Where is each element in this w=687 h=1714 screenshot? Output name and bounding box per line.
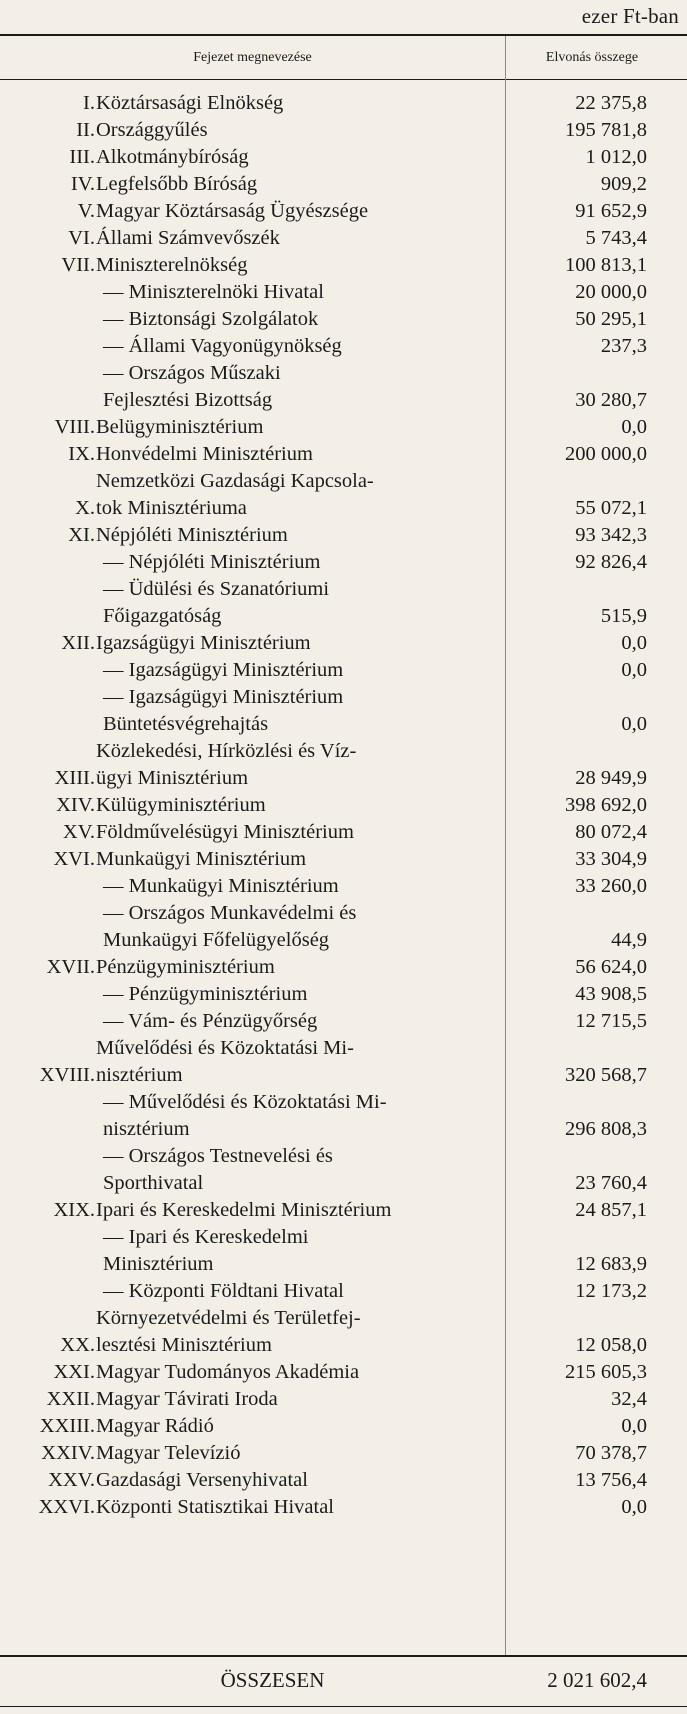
- chapter-number: XXV.: [48, 1469, 95, 1491]
- chapter-number: XVI.: [53, 848, 95, 870]
- amount-cell: 909,2: [600, 173, 647, 195]
- chapter-row: [0, 1467, 687, 1494]
- chapter-number: IV.: [70, 173, 95, 195]
- sub-item-row: [0, 333, 687, 360]
- chapter-number: XVIII.: [39, 1064, 95, 1086]
- chapter-name: Művelődési és Közoktatási Mi- nisztérium: [96, 1037, 354, 1086]
- chapter-name: — Állami Vagyonügynökség: [103, 335, 342, 357]
- amount-cell: 92 826,4: [575, 551, 647, 573]
- chapter-number: XXIII.: [39, 1415, 95, 1437]
- chapter-row: [0, 954, 687, 981]
- chapter-number: XIX.: [53, 1199, 95, 1221]
- chapter-name: Környezetvédelmi és Területfej- lesztési Minisztérium: [96, 1307, 361, 1356]
- amount-cell: 24 857,1: [575, 1199, 647, 1221]
- amount-cell: 320 568,7: [565, 1064, 647, 1086]
- chapter-name: — Miniszterelnöki Hivatal: [103, 281, 324, 303]
- amount-cell: 12 173,2: [575, 1280, 647, 1302]
- chapter-row: [0, 846, 687, 873]
- amount-cell: 50 295,1: [575, 308, 647, 330]
- chapter-row: [0, 1035, 687, 1089]
- chapter-name: Pénzügyminisztérium: [96, 956, 275, 978]
- chapter-name: Magyar Tudományos Akadémia: [96, 1361, 360, 1383]
- chapter-number: IX.: [68, 443, 95, 465]
- amount-cell: 237,3: [600, 335, 647, 357]
- chapter-row: [0, 117, 687, 144]
- amount-cell: 20 000,0: [575, 281, 647, 303]
- chapter-row: [0, 630, 687, 657]
- chapter-row: [0, 738, 687, 792]
- amount-cell: 12 683,9: [575, 1253, 647, 1275]
- sub-item-row: [0, 576, 687, 630]
- chapter-number: XXVI.: [38, 1496, 95, 1518]
- chapter-number: XXIV.: [41, 1442, 95, 1464]
- amount-cell: 12 058,0: [575, 1334, 647, 1356]
- amount-cell: 23 760,4: [575, 1172, 647, 1194]
- chapter-name: Földművelésügyi Minisztérium: [96, 821, 354, 843]
- total-bottom-rule: [0, 1706, 687, 1707]
- chapter-number: X.: [75, 497, 95, 519]
- sub-item-row: [0, 1089, 687, 1143]
- amount-cell: 12 715,5: [575, 1010, 647, 1032]
- total-label: ÖSSZESEN: [220, 1668, 325, 1692]
- sub-item-row: [0, 981, 687, 1008]
- chapter-name: Honvédelmi Minisztérium: [96, 443, 313, 465]
- chapter-name: Magyar Köztársaság Ügyészsége: [96, 200, 369, 222]
- sub-item-row: [0, 1278, 687, 1305]
- amount-cell: 93 342,3: [575, 524, 647, 546]
- budget-table: [0, 90, 687, 1521]
- chapter-name: — Népjóléti Minisztérium: [103, 551, 321, 573]
- total-top-rule: [0, 1655, 687, 1657]
- chapter-name: Belügyminisztérium: [96, 416, 264, 438]
- chapter-row: [0, 792, 687, 819]
- amount-cell: 0,0: [621, 632, 647, 654]
- amount-cell: 215 605,3: [565, 1361, 647, 1383]
- chapter-name: — Művelődési és Közoktatási Mi- nisztérium: [103, 1091, 387, 1140]
- amount-cell: 0,0: [621, 1496, 647, 1518]
- chapter-name: Magyar Távirati Iroda: [96, 1388, 278, 1410]
- sub-item-row: [0, 549, 687, 576]
- chapter-number: XX.: [60, 1334, 95, 1356]
- amount-cell: 0,0: [621, 1415, 647, 1437]
- chapter-name: Népjóléti Minisztérium: [96, 524, 288, 546]
- chapter-row: [0, 414, 687, 441]
- chapter-number: VI.: [68, 227, 95, 249]
- chapter-number: III.: [69, 146, 95, 168]
- chapter-number: XIII.: [54, 767, 95, 789]
- chapter-name: — Üdülési és Szanatóriumi Főigazgatóság: [103, 578, 330, 627]
- chapter-name: — Országos Testnevelési és Sporthivatal: [103, 1145, 333, 1194]
- sub-item-row: [0, 900, 687, 954]
- table-top-rule: [0, 34, 687, 36]
- amount-cell: 1 012,0: [585, 146, 647, 168]
- chapter-row: [0, 198, 687, 225]
- chapter-name: — Igazságügyi Minisztérium: [103, 659, 344, 681]
- chapter-name: Országgyűlés: [96, 119, 208, 141]
- amount-cell: 0,0: [621, 659, 647, 681]
- unit-label: ezer Ft-ban: [581, 4, 679, 28]
- chapter-row: [0, 1440, 687, 1467]
- sub-item-row: [0, 1224, 687, 1278]
- chapter-name: Magyar Rádió: [96, 1415, 214, 1437]
- total-amount: 2 021 602,4: [547, 1668, 647, 1692]
- chapter-row: [0, 522, 687, 549]
- chapter-number: XV.: [62, 821, 95, 843]
- chapter-row: [0, 1305, 687, 1359]
- amount-cell: 200 000,0: [565, 443, 647, 465]
- chapter-row: [0, 171, 687, 198]
- chapter-number: VII.: [61, 254, 95, 276]
- chapter-name: Ipari és Kereskedelmi Minisztérium: [96, 1199, 392, 1221]
- chapter-name: — Biztonsági Szolgálatok: [103, 308, 319, 330]
- chapter-number: XI.: [68, 524, 95, 546]
- total-row: [0, 1668, 687, 1693]
- amount-cell: 91 652,9: [575, 200, 647, 222]
- chapter-number: XXII.: [46, 1388, 95, 1410]
- amount-cell: 30 280,7: [575, 389, 647, 411]
- amount-cell: 515,9: [600, 605, 647, 627]
- chapter-name: Állami Számvevőszék: [96, 227, 280, 249]
- chapter-row: [0, 225, 687, 252]
- chapter-name: Központi Statisztikai Hivatal: [96, 1496, 334, 1518]
- amount-cell: 398 692,0: [565, 794, 647, 816]
- amount-cell: 0,0: [621, 416, 647, 438]
- chapter-number: XIV.: [56, 794, 95, 816]
- sub-item-row: [0, 657, 687, 684]
- chapter-row: [0, 468, 687, 522]
- chapter-row: [0, 1413, 687, 1440]
- chapter-row: [0, 441, 687, 468]
- chapter-name: — Ipari és Kereskedelmi Minisztérium: [103, 1226, 309, 1275]
- amount-cell: 43 908,5: [575, 983, 647, 1005]
- chapter-row: [0, 1197, 687, 1224]
- chapter-name: — Országos Műszaki Fejlesztési Bizottság: [103, 362, 281, 411]
- chapter-name: Gazdasági Versenyhivatal: [96, 1469, 308, 1491]
- chapter-number: XVII.: [46, 956, 95, 978]
- chapter-number: V.: [77, 200, 95, 222]
- chapter-name: — Igazságügyi Minisztérium Büntetésvégrehajtás: [103, 686, 344, 735]
- chapter-row: [0, 252, 687, 279]
- chapter-name: Magyar Televízió: [96, 1442, 241, 1464]
- amount-cell: 100 813,1: [565, 254, 647, 276]
- chapter-number: I.: [83, 92, 95, 114]
- amount-cell: 33 304,9: [575, 848, 647, 870]
- sub-item-row: [0, 873, 687, 900]
- chapter-name: Alkotmánybíróság: [96, 146, 249, 168]
- amount-cell: 44,9: [611, 929, 647, 951]
- chapter-row: [0, 144, 687, 171]
- chapter-number: XII.: [61, 632, 95, 654]
- amount-cell: 80 072,4: [575, 821, 647, 843]
- header-amount: Elvonás összege: [545, 50, 639, 65]
- chapter-name: — Országos Munkavédelmi és Munkaügyi Főfelügyelőség: [103, 902, 357, 951]
- chapter-name: — Központi Földtani Hivatal: [103, 1280, 344, 1302]
- chapter-row: [0, 1386, 687, 1413]
- chapter-name: Közlekedési, Hírközlési és Víz- ügyi Minisztérium: [96, 740, 357, 789]
- amount-cell: 28 949,9: [575, 767, 647, 789]
- sub-item-row: [0, 279, 687, 306]
- header-chapter-name: Fejezet megnevezése: [193, 50, 312, 65]
- amount-cell: 55 072,1: [575, 497, 647, 519]
- amount-cell: 32,4: [611, 1388, 647, 1410]
- chapter-name: Külügyminisztérium: [96, 794, 266, 816]
- amount-cell: 22 375,8: [575, 92, 647, 114]
- chapter-row: [0, 1494, 687, 1521]
- chapter-name: Köztársasági Elnökség: [96, 92, 284, 114]
- amount-cell: 296 808,3: [565, 1118, 647, 1140]
- chapter-number: VIII.: [54, 416, 95, 438]
- sub-item-row: [0, 1143, 687, 1197]
- chapter-name: Legfelsőbb Bíróság: [96, 173, 258, 195]
- chapter-name: Munkaügyi Minisztérium: [96, 848, 307, 870]
- amount-cell: 33 260,0: [575, 875, 647, 897]
- chapter-name: — Pénzügyminisztérium: [103, 983, 308, 1005]
- sub-item-row: [0, 684, 687, 738]
- chapter-row: [0, 819, 687, 846]
- chapter-name: — Vám- és Pénzügyőrség: [103, 1010, 318, 1032]
- amount-cell: 56 624,0: [575, 956, 647, 978]
- header-rule: [0, 79, 687, 80]
- sub-item-row: [0, 1008, 687, 1035]
- table-header: [0, 38, 687, 78]
- chapter-name: — Munkaügyi Minisztérium: [103, 875, 339, 897]
- amount-cell: 5 743,4: [585, 227, 647, 249]
- amount-cell: 195 781,8: [565, 119, 647, 141]
- chapter-name: Miniszterelnökség: [96, 254, 248, 276]
- chapter-name: Igazságügyi Minisztérium: [96, 632, 311, 654]
- chapter-number: II.: [76, 119, 95, 141]
- chapter-name: Nemzetközi Gazdasági Kapcsola- tok Minisztériuma: [96, 470, 374, 519]
- amount-cell: 13 756,4: [575, 1469, 647, 1491]
- chapter-row: [0, 90, 687, 117]
- chapter-number: XXI.: [53, 1361, 95, 1383]
- amount-cell: 70 378,7: [575, 1442, 647, 1464]
- sub-item-row: [0, 306, 687, 333]
- chapter-row: [0, 1359, 687, 1386]
- sub-item-row: [0, 360, 687, 414]
- amount-cell: 0,0: [621, 713, 647, 735]
